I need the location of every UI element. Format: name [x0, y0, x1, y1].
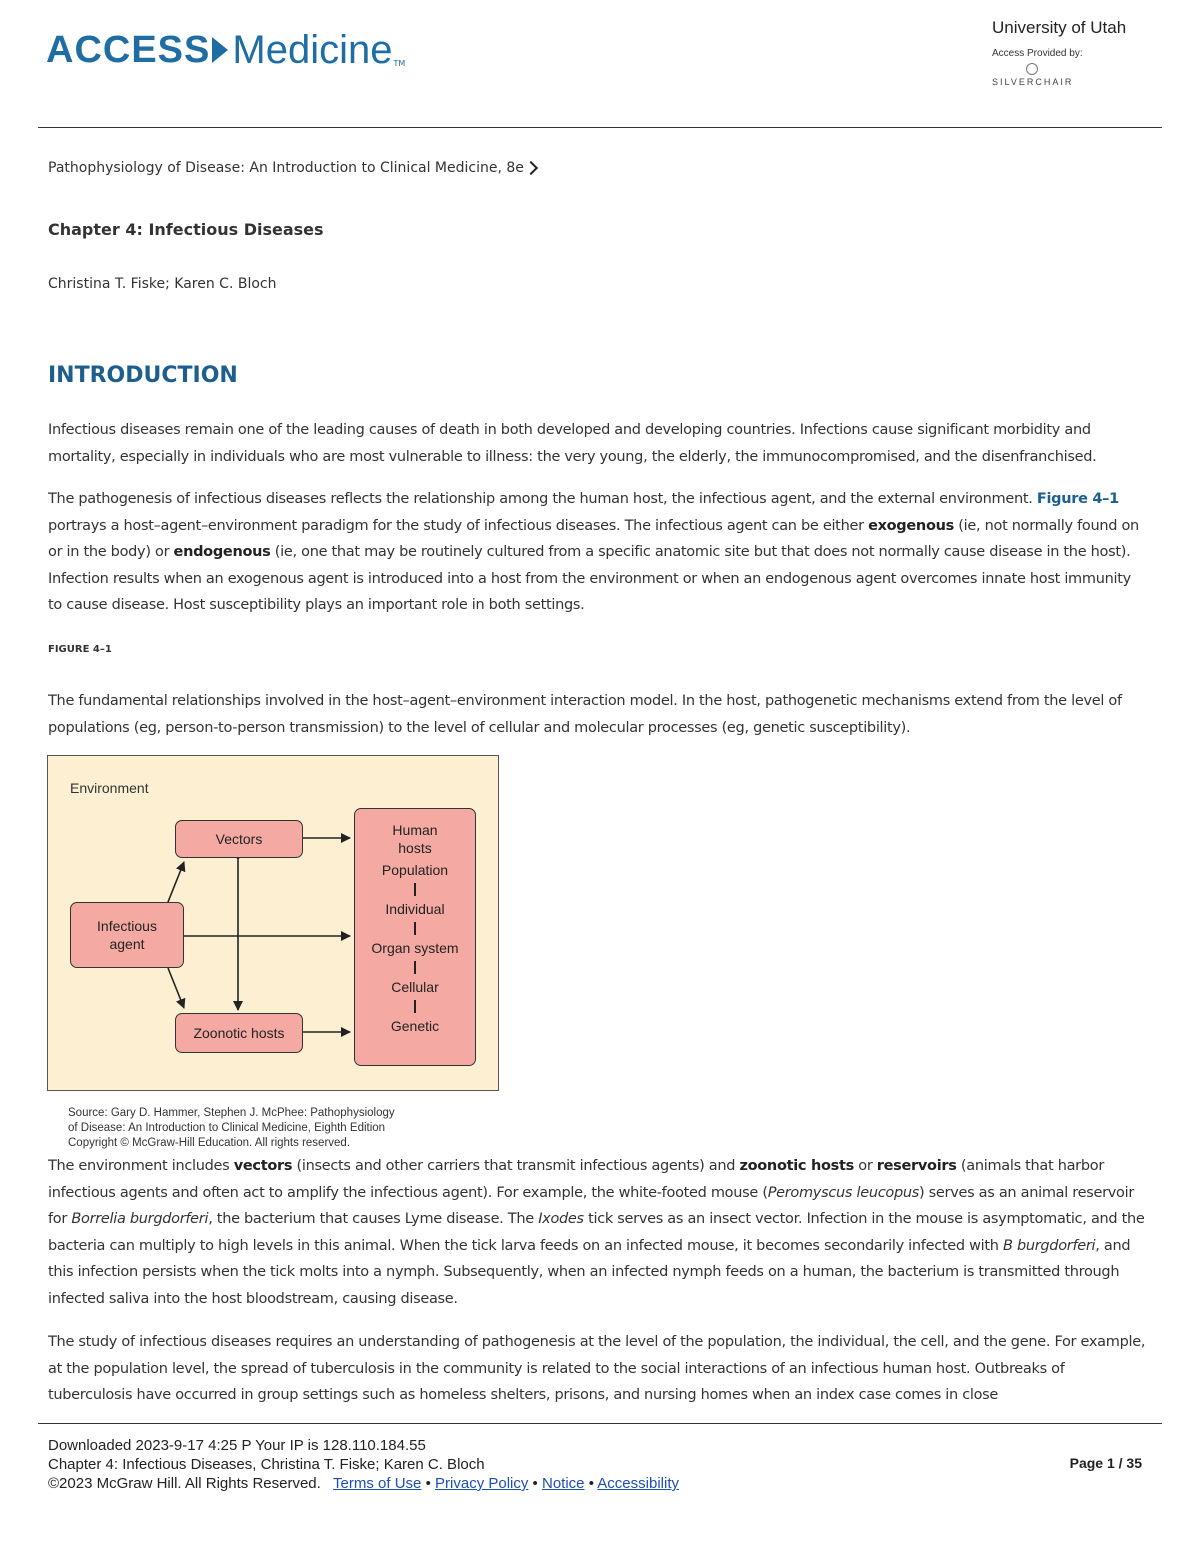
text-run: , and this infection persists when the tick molts into a nymph. Subsequently, when an infected nymph feeds on a human, the bacterium is transmitted through infected saliva into the host bloodstream, causing disease.	[48, 1237, 1131, 1307]
copyright: ©2023 McGraw Hill. All Rights Reserved.	[48, 1475, 321, 1492]
agent-label-line1: Infectious	[97, 918, 157, 934]
text-run: (insects and other carriers that transmit infectious agents) and	[292, 1158, 740, 1174]
text-run: portrays a host–agent–environment paradigm for the study of infectious diseases. The infectious agent can be either	[48, 517, 869, 534]
breadcrumb-book-title[interactable]: Pathophysiology of Disease: An Introduction to Clinical Medicine, 8e	[48, 160, 524, 176]
provider-name: SILVERCHAIR	[992, 77, 1074, 87]
accessibility-link[interactable]: Accessibility	[597, 1475, 679, 1492]
terms-of-use-link[interactable]: Terms of Use	[333, 1475, 422, 1492]
term-endogenous: endogenous	[173, 544, 271, 560]
header-divider	[38, 127, 1162, 128]
paragraph-study: The study of infectious diseases requires an understanding of pathogenesis at the level of the population, the individual, the cell, and the gene. For example, at the population level, the spread of tuberculosis in the community is related to the social interactions of an infectious human host. Outbreaks of tuberculosis have occurred in group settings such as homeless shelters, prisons, and nursing homes when an index case comes in close	[48, 1334, 1146, 1403]
separator: •	[425, 1475, 431, 1492]
accessmedicine-logo[interactable]	[46, 20, 405, 80]
text-run: or	[853, 1158, 877, 1174]
logo-access-text: ACCESS	[46, 28, 211, 71]
arrow-agent-to-zoonotic	[168, 968, 184, 1008]
institution-name: University of Utah	[992, 18, 1127, 37]
species-name: Peromyscus leucopus	[767, 1184, 920, 1201]
section-heading: INTRODUCTION	[48, 363, 238, 388]
paragraph-pathogenesis	[48, 486, 1148, 619]
human-hosts-box	[354, 808, 476, 1066]
infectious-agent-box	[70, 902, 184, 968]
separator: •	[532, 1475, 538, 1492]
paragraph-environment	[48, 1153, 1148, 1312]
breadcrumb[interactable]	[48, 160, 536, 176]
term-reservoirs: reservoirs	[876, 1158, 957, 1174]
host-level: Individual	[385, 901, 445, 917]
download-info: Downloaded 2023-9-17 4:25 P Your IP is 128.110.184.55	[48, 1437, 426, 1454]
species-name: Ixodes	[538, 1211, 584, 1227]
arrow-agent-to-vectors	[168, 862, 184, 902]
separator: •	[588, 1475, 594, 1492]
chapter-title: Chapter 4: Infectious Diseases	[48, 220, 324, 239]
host-level: Population	[381, 862, 449, 878]
institution-block	[992, 18, 1152, 87]
level-connector	[414, 1000, 416, 1013]
footer-divider	[38, 1423, 1162, 1424]
species-name: B burgdorferi	[1002, 1237, 1096, 1254]
paragraph-intro: Infectious diseases remain one of the leading causes of death in both developed and developing countries. Infections cause significant morbidity and mortality, especially in individuals who are most vulnerable to illness: the very young, the elderly, the immunocompromised, and the disenfranchised.	[48, 422, 1097, 465]
term-exogenous: exogenous	[868, 517, 954, 534]
host-level: Genetic	[390, 1018, 440, 1034]
chevron-right-icon	[524, 161, 538, 175]
source-line: of Disease: An Introduction to Clinical Medicine, Eighth Edition	[68, 1122, 386, 1134]
access-provided-label: Access Provided by:	[992, 48, 1083, 59]
logo-medicine-text: Medicine	[232, 27, 393, 72]
privacy-policy-link[interactable]: Privacy Policy	[435, 1475, 529, 1492]
host-level: Cellular	[391, 979, 439, 995]
figure-label: FIGURE 4–1	[48, 644, 112, 655]
text-run: (animals that harbor infectious agents and often act to amplify the infectious agent). For example, the white-footed mouse (	[48, 1158, 1104, 1201]
page-footer	[48, 1436, 679, 1493]
page-number: Page 1 / 35	[1069, 1455, 1142, 1471]
text-run: ) serves as an animal reservoir for	[48, 1184, 1135, 1227]
text-run: The pathogenesis of infectious diseases reflects the relationship among the human host, the infectious agent, and the external environment.	[48, 491, 1037, 507]
host-level: Organ system	[371, 940, 459, 956]
figure-link[interactable]: Figure 4–1	[1036, 491, 1119, 507]
figure-caption: The fundamental relationships involved in the host–agent–environment interaction model. In the host, pathogenetic mechanisms extend from the level of populations (eg, person-to-person transmission) to the level of cellular and molecular processes (eg, genetic susceptibility).	[48, 693, 1122, 736]
vectors-box: Vectors	[175, 820, 303, 858]
level-connector	[414, 922, 416, 935]
notice-link[interactable]: Notice	[541, 1475, 585, 1492]
figure-source	[68, 1106, 395, 1151]
level-connector	[414, 883, 416, 896]
text-run: (ie, one that may be routinely cultured from a specific anatomic site but that does not normally cause disease in the host). Infection results when an exogenous agent is introduced into a host from the environment or when an endogenous agent overcomes innate host immunity to cause disease. Host susceptibility plays an important role in both settings.	[48, 544, 1131, 613]
species-name: Borrelia burgdorferi	[71, 1211, 209, 1227]
text-run: The environment includes	[48, 1158, 234, 1174]
text-run: (ie, not normally found on or in the body) or	[48, 517, 1139, 560]
source-line: Source: Gary D. Hammer, Stephen J. McPhee: Pathophysiology	[68, 1107, 395, 1119]
term-vectors: vectors	[233, 1158, 293, 1174]
chapter-authors: Christina T. Fiske; Karen C. Bloch	[48, 276, 277, 292]
agent-label-line2: agent	[109, 936, 145, 952]
level-connector	[414, 961, 416, 974]
hosts-label-line1: Human	[392, 822, 438, 838]
footer-chapter: Chapter 4: Infectious Diseases, Christina T. Fiske; Karen C. Bloch	[48, 1456, 485, 1473]
globe-icon	[1026, 63, 1038, 75]
hosts-label-line2: hosts	[398, 840, 432, 856]
zoonotic-hosts-box: Zoonotic hosts	[175, 1013, 303, 1053]
environment-label: Environment	[70, 780, 149, 796]
source-line: Copyright © McGraw-Hill Education. All rights reserved.	[68, 1137, 351, 1149]
figure-diagram	[47, 755, 499, 1091]
silverchair-logo	[992, 63, 1152, 87]
text-run: , the bacterium that causes Lyme disease. The	[208, 1211, 539, 1227]
logo-arrow-icon	[212, 37, 228, 63]
logo-trademark: TM	[393, 59, 406, 68]
text-run: tick serves as an insect vector. Infection in the mouse is asymptomatic, and the bacteria can multiply to high levels in this animal. When the tick larva feeds on an infected mouse, it becomes secondarily infected with	[48, 1211, 1145, 1254]
term-zoonotic-hosts: zoonotic hosts	[739, 1158, 854, 1174]
footer-links-row	[48, 1474, 679, 1493]
